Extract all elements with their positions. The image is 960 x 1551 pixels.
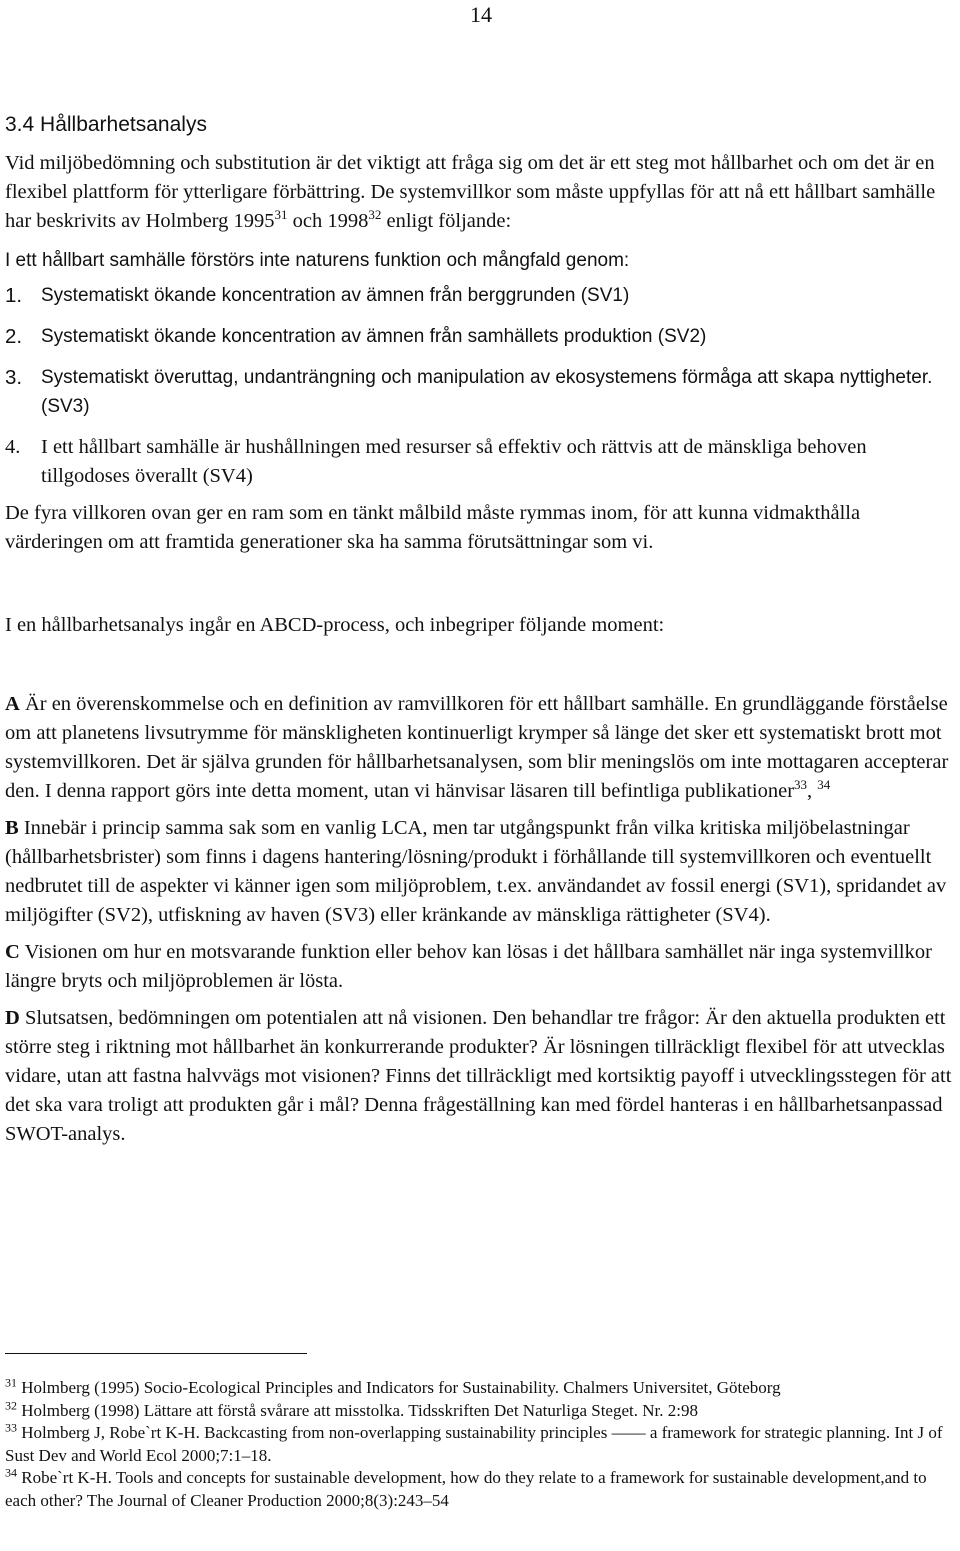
- step-a-text: Är en överenskommelse och en definition av ramvillkoren för ett hållbart samhälle. En grundläggande förståelse om att planetens livsutrymme för mänskligheten kontinuerligt krymper så länge det sker ett systematiskt brott mot systemvillkoren. Det är själva grunden för hållbarhetsanalysen, som blir meningslös om inte mottagaren accepterar den. I denna rapport görs inte detta moment, utan vi hänvisar läsaren till befintliga publikationer: [5, 693, 949, 802]
- footnote-mark: 34: [5, 1465, 17, 1480]
- footnote-33: [5, 1422, 955, 1467]
- list-item: [5, 363, 955, 421]
- step-b-paragraph: [5, 814, 955, 930]
- list-item: [5, 322, 955, 351]
- summary-paragraph: De fyra villkoren ovan ger en ram som en tänkt målbild måste rymmas inom, för att kunna vidmakthålla värderingen om att framtida generationer ska ha samma förutsättningar som vi.: [5, 502, 861, 553]
- list-item: [5, 433, 955, 491]
- list-text: Systematiskt ökande koncentration av ämnen från berggrunden (SV1): [41, 285, 630, 306]
- footnote-31: [5, 1377, 955, 1400]
- step-c-letter: C: [5, 941, 20, 963]
- footnote-ref-31[interactable]: 31: [274, 207, 288, 223]
- step-d-letter: D: [5, 1007, 20, 1029]
- step-b-letter: B: [5, 817, 19, 839]
- intro-text-c: enligt följande:: [381, 210, 512, 232]
- footnote-ref-33[interactable]: 33: [794, 777, 808, 793]
- list-text: Systematiskt ökande koncentration av ämnen från samhällets produktion (SV2): [41, 326, 707, 347]
- step-c-text: Visionen om hur en motsvarande funktion eller behov kan lösas i det hållbara samhället när inga systemvillkor längre bryts och miljöproblemen är lösta.: [5, 941, 932, 992]
- intro-text-a: Vid miljöbedömning och substitution är det viktigt att fråga sig om det är ett steg mot hållbarhet och om det är en flexibel plattform för ytterligare förbättring. De systemvillkor som måste uppfyllas för att nå ett hållbart samhälle har beskrivits av Holmberg 1995: [5, 152, 936, 232]
- abcd-intro: I en hållbarhetsanalys ingår en ABCD-process, och inbegriper följande moment:: [5, 614, 665, 636]
- footnote-ref-32[interactable]: 32: [368, 207, 382, 223]
- footnote-32: [5, 1397, 955, 1423]
- step-a-letter: A: [5, 693, 20, 715]
- intro-paragraph: [5, 149, 955, 236]
- step-b-text: Innebär i princip samma sak som en vanlig LCA, men tar utgångspunkt från vilka kritiska miljöbelastningar (hållbarhetsbrister) som finns i dagens hantering/lösning/produkt i förhållande till systemvillkoren och eventuellt nedbrutet till de aspekter vi känner igen som miljöproblem, t.ex. användandet av fossil energi (SV1), spridandet av miljögifter (SV2), utfiskning av haven (SV3) eller kränkande av mänskliga rättigheter (SV4).: [5, 817, 947, 926]
- footnote-text: Holmberg J, Robe`rt K-H. Backcasting from non-overlapping sustainability principles —— a framework for strategic planning. Int J of Sust Dev and World Ecol 2000;7:1–18.: [5, 1423, 943, 1465]
- section-heading: 3.4 Hållbarhetsanalys: [5, 113, 207, 136]
- system-conditions-list: [5, 281, 955, 491]
- footnote-text: Robe`rt K-H. Tools and concepts for sustainable development, how do they relate to a framework for sustainable development,and to each other? The Journal of Cleaner Production 2000;8(3):243–54: [5, 1468, 927, 1510]
- list-text: Systematiskt överuttag, undanträngning och manipulation av ekosystemens förmåga att skapa nyttigheter. (SV3): [41, 367, 933, 417]
- footnote-mark: 31: [5, 1375, 17, 1390]
- footnote-mark: 32: [5, 1397, 17, 1412]
- footnotes: [5, 1377, 955, 1512]
- list-number: 1.: [5, 284, 23, 307]
- footnote-34: [5, 1467, 955, 1512]
- lead-sentence: I ett hållbart samhälle förstörs inte naturens funktion och mångfald genom:: [5, 250, 630, 271]
- footnote-ref-34[interactable]: 34: [817, 777, 831, 793]
- intro-text-b: och 1998: [287, 210, 369, 232]
- step-a-paragraph: [5, 690, 955, 806]
- footnote-text: Holmberg (1995) Socio-Ecological Principles and Indicators for Sustainability. Chalmers Universitet, Göteborg: [17, 1378, 781, 1397]
- footnote-divider: [5, 1353, 307, 1354]
- document-body: [5, 113, 955, 1149]
- list-number: 4.: [5, 436, 21, 458]
- list-number: 2.: [5, 325, 23, 348]
- footnote-text: Holmberg (1998) Lättare att förstå svårare att misstolka. Tidsskriften Det Naturliga Steget. Nr. 2:98: [17, 1400, 698, 1420]
- step-d-text: Slutsatsen, bedömningen om potentialen att nå visionen. Den behandlar tre frågor: Är den aktuella produkten ett större steg i riktning mot hållbarhet än konkurrerande produkter? Är lösningen tillräckligt flexibel för att utvecklas vidare, utan att fastna halvvägs mot visionen? Finns det tillräckligt med kortsiktig payoff i utvecklingsstegen för att det ska vara troligt att produkten går i mål? Denna frågeställning kan med fördel hanteras i en hållbarhetsanpassad SWOT-analys.: [5, 1007, 952, 1145]
- list-number: 3.: [5, 366, 23, 389]
- ref-separator: ,: [807, 780, 818, 802]
- footnote-mark: 33: [5, 1420, 17, 1435]
- step-c-paragraph: [5, 938, 955, 996]
- step-d-paragraph: [5, 1004, 955, 1149]
- page-number: 14: [470, 2, 492, 27]
- list-item: [5, 281, 955, 310]
- list-text: I ett hållbart samhälle är hushållningen med resurser så effektiv och rättvis att de mänskliga behoven tillgodoses överallt (SV4): [41, 436, 867, 487]
